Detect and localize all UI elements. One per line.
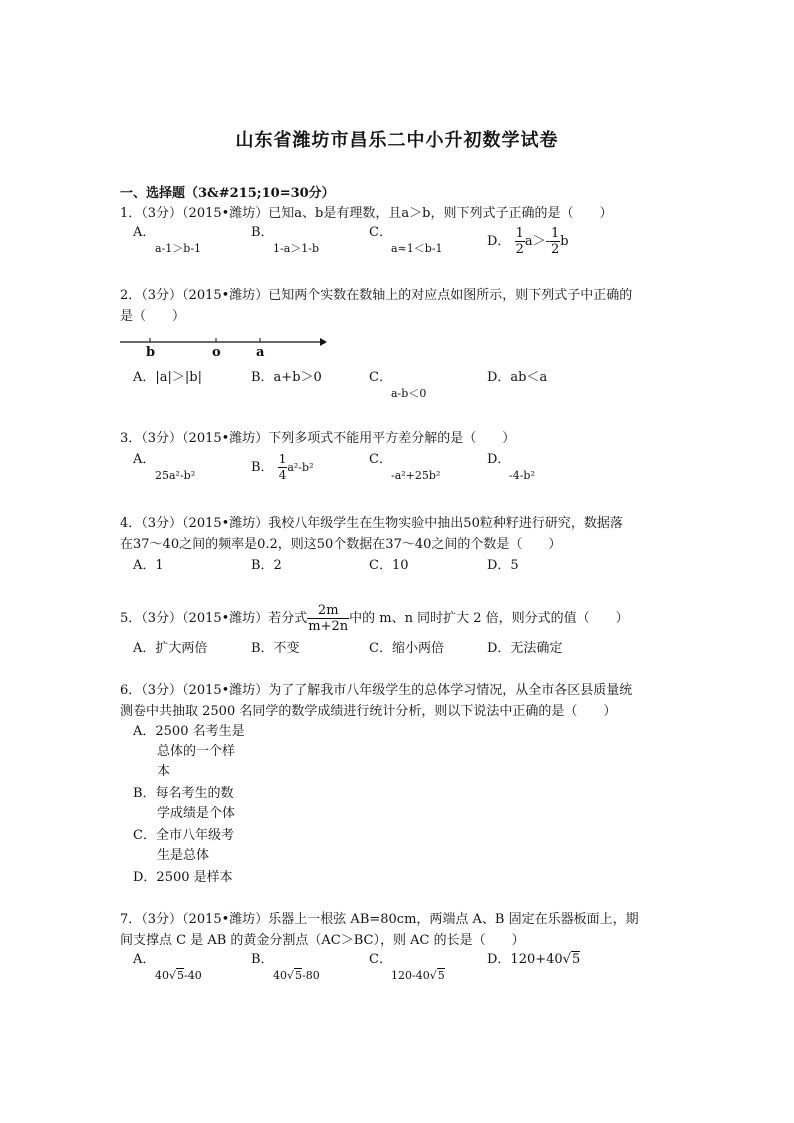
q1-option-a-text: a-1＞b-1	[155, 242, 202, 255]
q5-option-d[interactable]: D．无法确定	[487, 641, 563, 656]
question-4-stem	[120, 513, 680, 555]
q7-option-b-label: B．	[251, 952, 274, 967]
question-6-stem	[120, 680, 680, 722]
q7-option-a[interactable]	[133, 952, 202, 984]
question-3-stem: 3．（3分）（2015•潍坊）下列多项式不能用平方差分解的是（ ）	[120, 431, 516, 446]
q7-option-d[interactable]	[487, 952, 580, 968]
question-7-stem	[120, 909, 680, 951]
q5-stem-post: 中的 m、n 同时扩大 2 倍，则分式的值（ ）	[349, 611, 629, 626]
q6-option-d[interactable]: D．2500 是样本	[133, 870, 233, 885]
q1-option-c[interactable]	[369, 225, 443, 257]
q5-option-c[interactable]: C．缩小两倍	[369, 641, 444, 656]
q7-option-c-text: 120-40√5	[391, 969, 445, 982]
section-heading: 一、选择题（3&#215;10=30分）	[120, 186, 335, 201]
question-1-stem: 1．（3分）（2015•潍坊）已知a、b是有理数，且a＞b，则下列式子正确的是（ ）	[120, 206, 613, 221]
q5-option-b[interactable]: B．不变	[251, 641, 300, 656]
q3-option-a-label: A．	[133, 452, 156, 467]
q3-option-b[interactable]	[251, 452, 313, 483]
q7-stem-line2: 间支撑点 C 是 AB 的黄金分割点（AC＞BC），则 AC 的长是（ ）	[120, 933, 525, 948]
q2-option-b[interactable]: B．a+b＞0	[251, 370, 322, 385]
q7-option-c[interactable]	[369, 952, 445, 984]
q1-option-a[interactable]	[133, 225, 201, 257]
axis-label-a: a	[256, 345, 265, 360]
q3-b-fraction: $\frac{1}{4}$	[278, 452, 287, 482]
q1-option-b[interactable]	[251, 225, 319, 257]
q7-option-a-text: 40√5-40	[155, 969, 202, 982]
q7-option-b[interactable]	[251, 952, 320, 984]
q3-option-d-label: D．	[487, 452, 511, 467]
q2-option-a[interactable]: A．|a|＞|b|	[133, 370, 202, 385]
q3-option-d-text: -4-b²	[509, 469, 535, 482]
q1-option-d-label: D．	[487, 234, 511, 249]
q1-d-end: b	[560, 234, 569, 249]
q4-stem-line2: 在37～40之间的频率是0.2，则这50个数据在37～40之间的个数是（ ）	[120, 537, 562, 552]
q1-option-c-label: C．	[369, 225, 392, 240]
q1-d-mid: a＞-	[524, 234, 551, 249]
q3-option-a-text: 25a²-b²	[155, 469, 196, 482]
q7-option-a-label: A．	[133, 952, 156, 967]
q1-option-a-label: A．	[133, 225, 156, 240]
question-2-stem	[120, 285, 680, 327]
q2-option-c-text: a-b＜0	[391, 387, 427, 400]
q7-option-c-label: C．	[369, 952, 392, 967]
q7-option-d-text: D．120+40√5	[487, 952, 581, 967]
q3-option-a[interactable]	[133, 452, 195, 484]
q2-stem-line2: 是（ ）	[120, 309, 186, 324]
q1-d-fraction-2: $\frac{1}{2}$	[551, 226, 560, 257]
q5-option-a[interactable]: A．扩大两倍	[133, 641, 208, 656]
q5-fraction: $\frac{2m}{m+2n}$	[308, 603, 349, 634]
q1-d-fraction-1: $\frac{1}{2}$	[515, 226, 524, 257]
q4-option-c[interactable]: C．10	[369, 558, 409, 573]
q5-stem-pre: 5．（3分）（2015•潍坊）若分式	[120, 611, 308, 626]
q7-option-b-text: 40√5-80	[273, 969, 320, 982]
q4-option-d[interactable]: D．5	[487, 558, 519, 573]
q2-stem-line1: 2．（3分）（2015•潍坊）已知两个实数在数轴上的对应点如图所示，则下列式子中正确的	[120, 288, 633, 303]
q3-option-c[interactable]	[369, 452, 440, 484]
q6-stem-line2: 测卷中共抽取 2500 名同学的数学成绩进行统计分析，则以下说法中正确的是（ ）	[120, 704, 617, 719]
q7-stem-line1: 7．（3分）（2015•潍坊）乐器上一根弦 AB=80cm，两端点 A、B 固定在乐器板面上，期	[120, 912, 639, 927]
q6-stem-line1: 6．（3分）（2015•潍坊）为了了解我市八年级学生的总体学习情况，从全市各区县质量统	[120, 683, 633, 698]
q6-option-c[interactable]: C．全市八年级考 生是总体	[133, 828, 234, 863]
q2-option-c-label: C．	[369, 370, 392, 385]
q1-option-c-text: a≈1＜b-1	[391, 242, 443, 255]
q3-option-c-label: C．	[369, 452, 392, 467]
q6-option-a[interactable]: A．2500 名考生是 总体的一个样 本	[133, 724, 245, 779]
q2-option-d[interactable]: D．ab＜a	[487, 370, 548, 385]
q3-option-b-text: a²-b²	[287, 461, 314, 474]
q3-option-c-text: -a²+25b²	[391, 469, 441, 482]
axis-label-b: b	[146, 345, 156, 360]
page-title: 山东省潍坊市昌乐二中小升初数学试卷	[235, 130, 559, 151]
q1-option-d[interactable]	[487, 226, 569, 257]
q3-option-b-label: B．	[251, 460, 274, 475]
q1-option-b-text: 1-a＞1-b	[273, 242, 320, 255]
q2-option-c[interactable]	[369, 370, 426, 402]
axis-label-o: o	[212, 345, 221, 360]
q4-option-b[interactable]: B．2	[251, 558, 282, 573]
q4-option-a[interactable]: A．1	[133, 558, 164, 573]
q6-option-b[interactable]: B．每名考生的数 学成绩是个体	[133, 786, 236, 821]
q1-option-b-label: B．	[251, 225, 274, 240]
q4-stem-line1: 4．（3分）（2015•潍坊）我校八年级学生在生物实验中抽出50粒种籽进行研究，数据落	[120, 516, 623, 531]
question-5-stem	[120, 603, 629, 634]
q3-option-d[interactable]	[487, 452, 535, 484]
